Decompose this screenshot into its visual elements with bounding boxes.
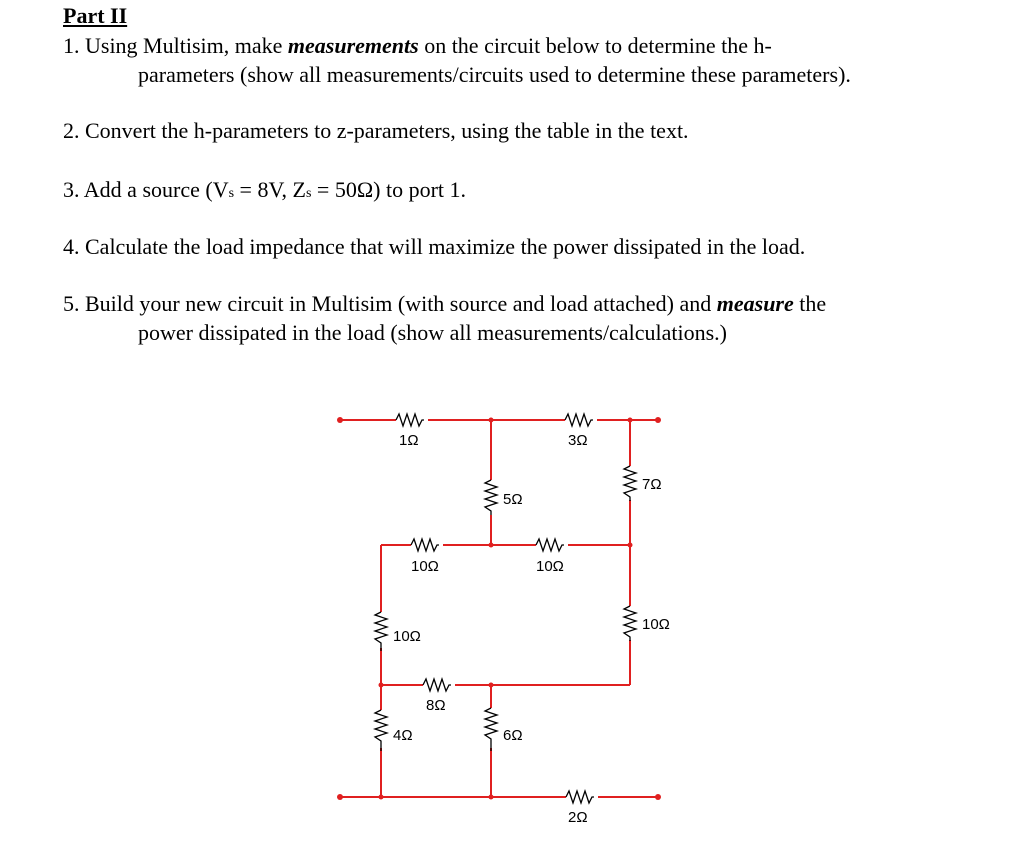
item-text-end: on the circuit below to determine the h-	[418, 33, 772, 58]
circuit-nodes	[337, 417, 661, 800]
item-text: Using Multisim, make	[85, 33, 288, 58]
label-1-ohm: 1Ω	[399, 432, 419, 449]
node	[628, 543, 633, 548]
emphasis-measurements: measurements	[287, 33, 419, 58]
item-text-end: = 50Ω) to port 1.	[311, 177, 467, 202]
label-10-ohm-left: 10Ω	[393, 628, 421, 645]
node	[489, 795, 494, 800]
terminal-bottom-right	[655, 794, 661, 800]
item-text: Convert the h-parameters to z-parameters, using the table in the text.	[85, 118, 689, 143]
subscript-s: s	[228, 186, 235, 201]
circuit-wires	[340, 420, 658, 797]
item-number: 1.	[63, 33, 80, 58]
label-8-ohm: 8Ω	[426, 697, 446, 714]
resistor-10-ohm-mid-left	[411, 539, 439, 551]
node	[379, 683, 384, 688]
resistor-6-ohm	[485, 708, 497, 751]
label-10-ohm-right: 10Ω	[642, 616, 670, 633]
resistor-symbols	[375, 414, 636, 803]
node	[379, 795, 384, 800]
item-text: Build your new circuit in Multisim (with source and load attached) and	[85, 291, 717, 316]
node	[489, 543, 494, 548]
resistor-7-ohm	[624, 466, 636, 501]
resistor-10-ohm-mid-right	[536, 539, 564, 551]
label-3-ohm: 3Ω	[568, 432, 588, 449]
emphasis-measure: measure	[716, 291, 794, 316]
resistor-1-ohm	[396, 414, 424, 426]
item-number: 3.	[63, 177, 80, 202]
terminal-bottom-left	[337, 794, 343, 800]
label-10-ohm-mid-left: 10Ω	[411, 558, 439, 575]
resistor-4-ohm	[375, 710, 387, 751]
resistor-5-ohm	[485, 480, 497, 515]
label-6-ohm: 6Ω	[503, 727, 523, 744]
node	[489, 418, 494, 423]
resistor-10-ohm-left	[375, 612, 387, 651]
item-text-continued: power dissipated in the load (show all measurements/calculations.)	[138, 320, 727, 345]
label-2-ohm: 2Ω	[568, 809, 588, 826]
resistor-8-ohm	[423, 679, 451, 691]
terminal-top-left	[337, 417, 343, 423]
item-text-mid: = 8V, Z	[234, 177, 306, 202]
item-text-end: the	[793, 291, 827, 316]
label-5-ohm: 5Ω	[503, 491, 523, 508]
item-number: 4.	[63, 234, 80, 259]
label-4-ohm: 4Ω	[393, 727, 413, 744]
resistor-3-ohm	[565, 414, 593, 426]
item-number: 5.	[63, 291, 80, 316]
item-text-continued: parameters (show all measurements/circuits used to determine these parameters).	[138, 62, 851, 87]
item-text: Calculate the load impedance that will maximize the power dissipated in the load.	[85, 234, 806, 259]
item-text: Add a source (V	[83, 177, 229, 202]
label-10-ohm-mid-right: 10Ω	[536, 558, 564, 575]
node	[489, 683, 494, 688]
resistor-2-ohm	[566, 791, 594, 803]
part-title: Part II	[63, 3, 128, 28]
resistor-10-ohm-right	[624, 606, 636, 641]
terminal-top-right	[655, 417, 661, 423]
item-number: 2.	[63, 118, 80, 143]
subscript-s: s	[305, 186, 312, 201]
node	[628, 418, 633, 423]
label-7-ohm: 7Ω	[642, 476, 662, 493]
